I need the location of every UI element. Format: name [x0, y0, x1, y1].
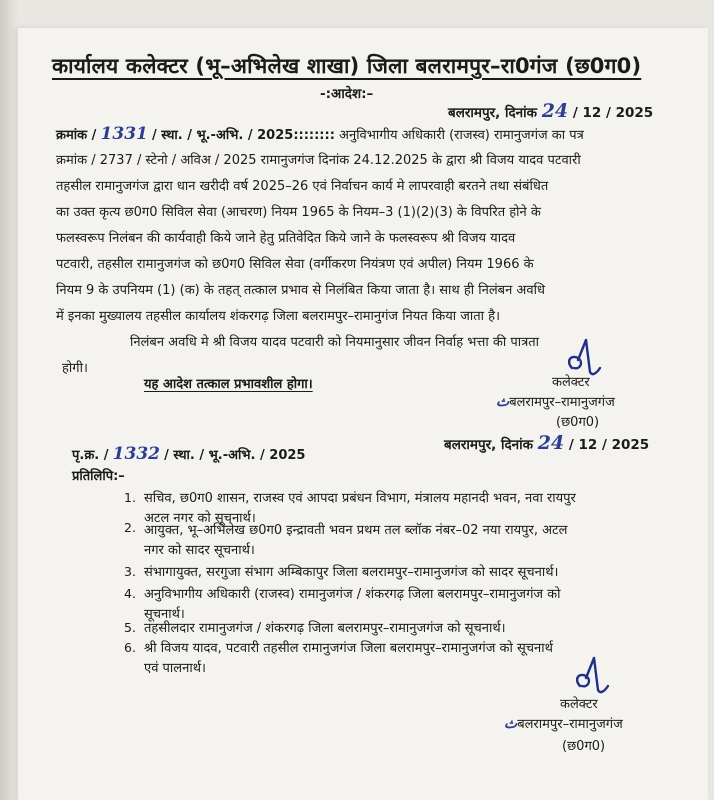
order-heading: -:आदेश:– — [320, 86, 374, 102]
kramank-label: क्रमांक / — [56, 128, 97, 143]
signature1-designation: कलेक्टर — [552, 375, 590, 390]
order2-reference — [72, 444, 305, 464]
pukr-suffix: / स्था. / भू.-अभि. / 2025 — [164, 448, 306, 463]
list-item-number: 1. — [124, 490, 136, 505]
list-item-number: 3. — [124, 564, 136, 579]
order1-line: का उक्त कृत्य छ0ग0 सिविल सेवा (आचरण) नियम 1965 के नियम–3 (1)(2)(3) के विपरित होने के — [56, 205, 541, 220]
signature2-district-text: बलरामपुर–रामानुजगंज — [517, 717, 623, 732]
kramank-number: 1331 — [100, 124, 148, 144]
order1-date-day: 24 — [541, 100, 569, 122]
order1-reference — [56, 124, 584, 144]
list-item-line: सूचनार्थ। — [144, 607, 185, 622]
order1-date-rest: / 12 / 2025 — [572, 105, 654, 121]
list-item-line: श्री विजय यादव, पटवारी तहसील रामानुजगंज जिला बलरामपुर–रामानुजगंज को सूचनार्थ — [144, 641, 553, 656]
pratilipi-heading: प्रतिलिपि:– — [72, 469, 125, 484]
order1-line-0: अनुविभागीय अधिकारी (राजस्व) रामानुजगंज का पत्र — [339, 128, 584, 143]
order1-line: फलस्वरूप निलंबन की कार्यवाही किये जाने हेतु प्रतिवेदित किये जाने के फलस्वरूप श्री विजय यादव — [56, 231, 516, 246]
signature2-initial-mark: ﺙ — [504, 716, 518, 732]
order1-line: निलंबन अवधि मे श्री विजय यादव पटवारी को नियमानुसार जीवन निर्वाह भत्ता की पात्रता — [130, 335, 540, 350]
order1-line: में इनका मुख्यालय तहसील कार्यालय शंकरगढ़ जिला बलरामपुर–रामानुगंज नियत किया जाता है। — [56, 309, 500, 324]
list-item-number: 2. — [124, 520, 136, 535]
list-item-line: एवं पालनार्थ। — [144, 661, 206, 676]
pukr-label: पृ.क्र. / — [72, 448, 109, 463]
list-item-line: नगर को सादर सूचनार्थ। — [144, 543, 255, 558]
list-item-line: अनुविभागीय अधिकारी (राजस्व) रामानुजगंज / शंकरगढ़ जिला बलरामपुर–रामानुजगंज को — [144, 587, 561, 602]
order2-date-rest: / 12 / 2025 — [568, 437, 650, 453]
effective-note: यह आदेश तत्काल प्रभावशील होगा। — [144, 377, 313, 392]
list-item-line: संभागायुक्त, सरगुजा संभाग अम्बिकापुर जिला बलरामपुर–रामानुजगंज को सादर सूचनार्थ। — [144, 565, 559, 580]
order1-line: क्रमांक / 2737 / स्टेनो / अविअ / 2025 रामानुजगंज दिनांक 24.12.2025 के द्वारा श्री विजय यादव पटवारी — [56, 153, 581, 168]
list-item-line: सचिव, छ0ग0 शासन, राजस्व एवं आपदा प्रबंधन विभाग, मंत्रालय महानदी भवन, नवा रायपुर — [144, 491, 576, 506]
list-item-number: 5. — [124, 620, 136, 635]
order1-date — [448, 100, 653, 122]
signature1-district-text: बलरामपुर–रामानुजगंज — [509, 395, 615, 410]
page-edge-shadow — [0, 0, 18, 800]
order2-date-day: 24 — [537, 432, 565, 454]
pukr-number: 1332 — [112, 444, 160, 464]
order2-date — [444, 432, 649, 454]
list-item-line: आयुक्त, भू–अभिलेख छ0ग0 इन्द्रावती भवन प्रथम तल ब्लॉक नंबर–02 नया रायपुर, अटल — [144, 523, 568, 538]
list-item-number: 4. — [124, 586, 136, 601]
list-item-number: 6. — [124, 640, 136, 655]
signature2-state: (छ0ग0) — [562, 739, 606, 754]
order1-line: पटवारी, तहसील रामानुजगंज को छ0ग0 सिविल सेवा (वर्गीकरण नियंत्रण एवं अपील) नियम 1966 के — [56, 257, 534, 272]
list-item-line: तहसीलदार रामानुजगंज / शंकरगढ़ जिला बलरामपुर–रामानुजगंज को सूचनार्थ। — [144, 621, 506, 636]
order1-line: तहसील रामानुजगंज द्वारा धान खरीदी वर्ष 2025–26 एवं निर्वाचन कार्य मे लापरवाही बरतने तथा संबंधित — [56, 179, 549, 194]
signature2-designation: कलेक्टर — [560, 697, 598, 712]
signature1-initial-mark: ﺙ — [496, 394, 510, 410]
list-item-line: अटल नगर को सूचनार्थ। — [144, 511, 256, 526]
order2-date-prefix: बलरामपुर, दिनांक — [444, 437, 533, 453]
order1-date-prefix: बलरामपुर, दिनांक — [448, 105, 537, 121]
signature1-state: (छ0ग0) — [556, 415, 600, 430]
order1-line: नियम 9 के उपनियम (1) (क) के तहत् तत्काल प्रभाव से निलंबित किया जाता है। साथ ही निलंबन अवधि — [56, 283, 545, 298]
signature2-district — [504, 714, 623, 732]
signature1-district — [496, 392, 615, 410]
office-header-title: कार्यालय कलेक्टर (भू–अभिलेख शाखा) जिला बलरामपुर–रा0गंज (छ0ग0) — [52, 54, 642, 78]
order1-line: होगी। — [62, 361, 88, 376]
kramank-suffix: / स्था. / भू.-अभि. / 2025:::::::: — [152, 128, 335, 143]
